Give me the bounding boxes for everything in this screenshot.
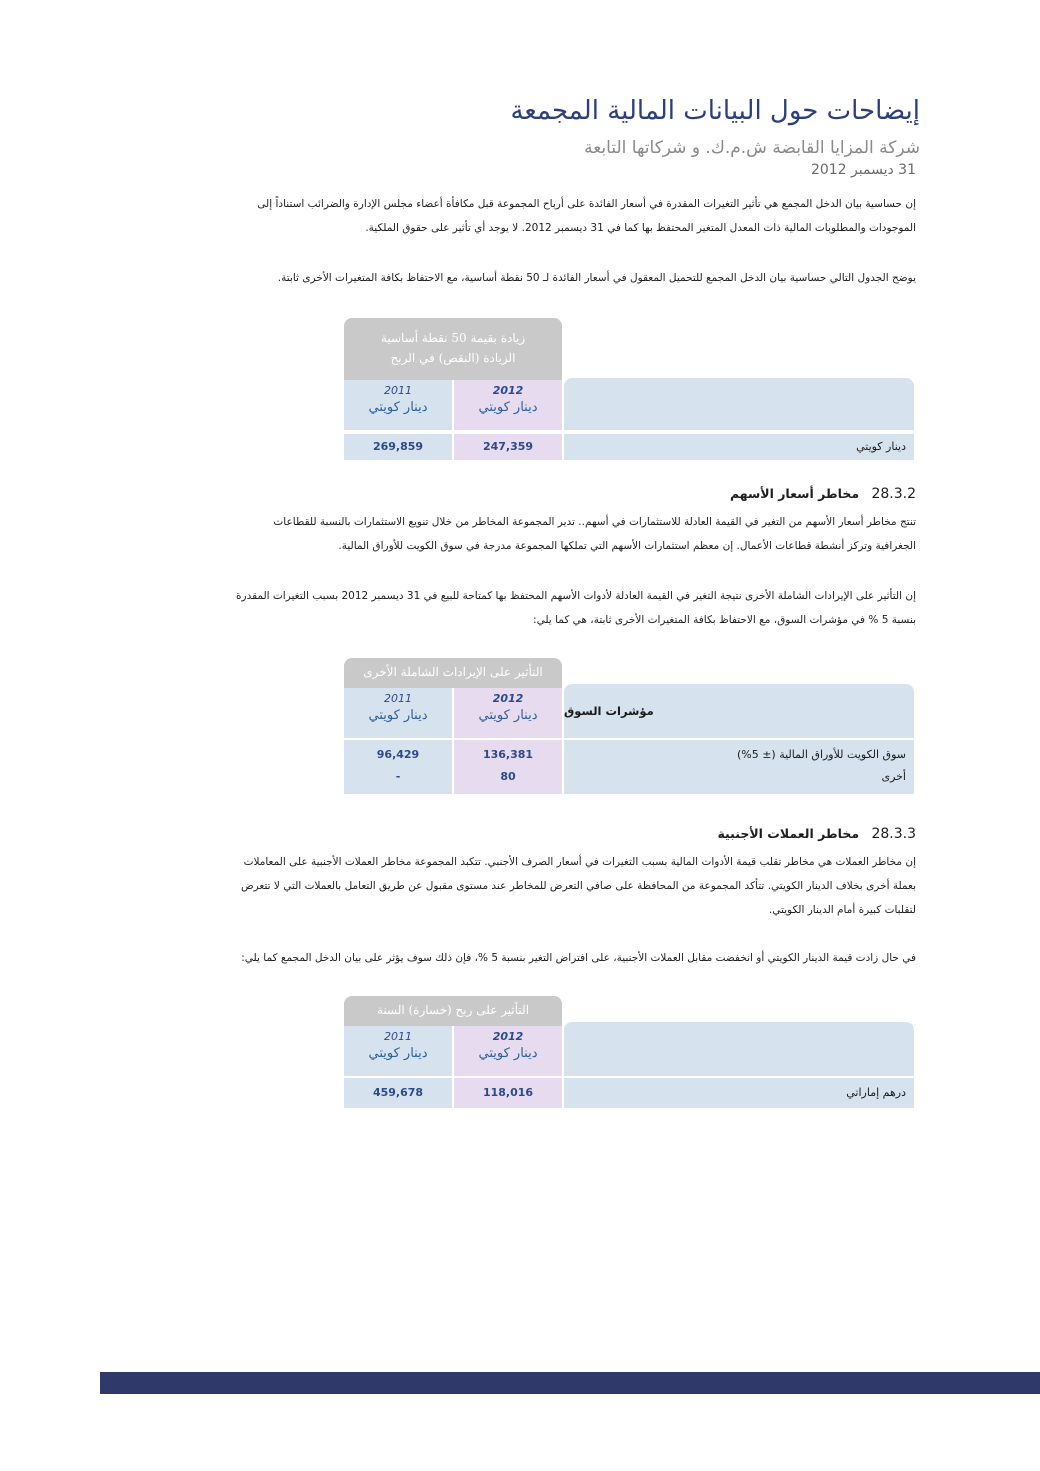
- section-heading-fx: [500, 826, 916, 842]
- currency-2011: دينار كويتي: [368, 1046, 428, 1061]
- row-labels: [564, 740, 914, 794]
- market-index-table: [344, 658, 914, 794]
- value-2012: 118,016: [454, 1078, 562, 1108]
- values-2012: [454, 740, 562, 794]
- year-2011: 2011: [384, 692, 412, 705]
- report-date: 31 ديسمبر 2012: [810, 162, 916, 178]
- table-header-group: [344, 318, 562, 380]
- table-header-group: التأثير على ربح (خسارة) السنة: [344, 996, 562, 1026]
- currency-2011: دينار كويتي: [368, 400, 428, 415]
- column-2012-header: [454, 1026, 562, 1076]
- fx-p1-line-1: إن مخاطر العملات هي مخاطر تقلب قيمة الأدوات المالية بسبب التغيرات في أسعار الصرف الأجنبي. تتكبد المجموعة مخاطر العملات الأجنبية على المعاملات: [243, 856, 916, 868]
- value-2012-row-2: 80: [500, 770, 516, 783]
- equity-p1-line-2: الجغرافية وتركز أنشطة قطاعات الأعمال. إن معظم استثمارات الأسهم التي تملكها المجموعة مدرجة في سوق الكويت للأوراق المالية.: [338, 540, 916, 552]
- page-title: إيضاحات حول البيانات المالية المجمعة: [510, 96, 920, 126]
- row-label: درهم إماراتي: [564, 1078, 914, 1108]
- interest-sensitivity-table: [344, 318, 914, 460]
- table-header-line-1: زيادة بقيمة 50 نقطة أساسية: [380, 331, 526, 345]
- intro-line-1: إن حساسية بيان الدخل المجمع هي تأثير التغيرات المقدرة في أسعار الفائدة على أرباح المجموعة قبل مكافأة أعضاء مجلس الإدارة والضرائب استناداً إلى: [257, 198, 916, 210]
- equity-p1-line-1: تنتج مخاطر أسعار الأسهم من التغير في القيمة العادلة للاستثمارات في أسهم.. تدير المجموعة المخاطر من خلال تنويع الاستثمارات بالنسبة للقطاعات: [273, 516, 916, 528]
- column-2011-header: [344, 380, 452, 430]
- values-2011: [344, 740, 452, 794]
- equity-paragraph-2: [130, 584, 916, 632]
- label-column-header: مؤشرات السوق: [564, 684, 914, 738]
- fx-p2-line-1: في حال زادت قيمة الدينار الكويتي أو انخفضت مقابل العملات الأجنبية، على افتراض التغير بنسبة 5 %، فإن ذلك سوف يؤثر على بيان الدخل المجمع كما يلي:: [241, 952, 916, 964]
- row-label: دينار كويتي: [564, 434, 914, 460]
- section-number: 28.3.2: [871, 486, 916, 502]
- column-2011-header: [344, 688, 452, 738]
- column-2012-header: [454, 380, 562, 430]
- currency-2012: دينار كويتي: [478, 400, 538, 415]
- value-2012-row-1: 136,381: [482, 748, 534, 761]
- row-label-2: أخرى: [881, 770, 906, 783]
- fx-p1-line-3: لتقلبات كبيرة أمام الدينار الكويتي.: [768, 904, 916, 916]
- year-2012: 2012: [492, 1030, 524, 1043]
- currency-2012: دينار كويتي: [478, 1046, 538, 1061]
- year-2011: 2011: [384, 384, 412, 397]
- label-column-header: [564, 378, 914, 430]
- intro-line-2: الموجودات والمطلوبات المالية ذات المعدل المتغير المحتفظ بها كما في 31 ديسمبر 2012. لا يوجد أي تأثير على حقوق الملكية.: [365, 222, 916, 234]
- fx-p1-line-2: بعملة أخرى بخلاف الدينار الكويتي. تتأكد المجموعة من المحافظة على صافي التعرض للمخاطر عند مستوى مقبول عن طريق التعامل بالعملات التي لا تتعرض: [240, 880, 916, 892]
- column-2011-header: [344, 1026, 452, 1076]
- intro-line-3: يوضح الجدول التالي حساسية بيان الدخل المجمع للتحميل المعقول في أسعار الفائدة لـ 50 نقطة أساسية، مع الاحتفاظ بكافة المتغيرات الأخرى ثابتة.: [277, 272, 916, 284]
- value-2011: 459,678: [344, 1078, 452, 1108]
- equity-paragraph-1: [130, 510, 916, 558]
- section-heading-equity: [500, 486, 916, 502]
- column-2012-header: [454, 688, 562, 738]
- equity-p2-line-2: بنسبة 5 % في مؤشرات السوق، مع الاحتفاظ بكافة المتغيرات الأخرى ثابتة، هي كما يلي:: [533, 614, 916, 626]
- currency-2012: دينار كويتي: [478, 708, 538, 723]
- value-2011-row-2: -: [395, 770, 401, 783]
- year-2011: 2011: [384, 1030, 412, 1043]
- value-2011: 269,859: [344, 434, 452, 460]
- fx-sensitivity-table: [344, 996, 914, 1108]
- year-2012: 2012: [492, 384, 524, 397]
- label-column-header: [564, 1022, 914, 1076]
- table-header-line-2: الزيادة (النقص) في الربح: [390, 351, 516, 365]
- table-header-group: التأثير على الإيرادات الشاملة الأخرى: [344, 658, 562, 688]
- intro-paragraph: [130, 192, 916, 240]
- footer-bar: [100, 1372, 1040, 1394]
- equity-p2-line-1: إن التأثير على الإيرادات الشاملة الأخرى نتيجة التغير في القيمة العادلة لأدوات الأسهم المحتفظ بها كمتاحة للبيع في 31 ديسمبر 2012 بسبب التغيرات المقدرة: [236, 590, 916, 602]
- value-2011-row-1: 96,429: [376, 748, 420, 761]
- section-title: مخاطر العملات الأجنبية: [717, 826, 860, 841]
- section-title: مخاطر أسعار الأسهم: [729, 486, 860, 501]
- fx-paragraph-1: [130, 850, 916, 922]
- section-number: 28.3.3: [871, 826, 916, 842]
- value-2012: 247,359: [454, 434, 562, 460]
- currency-2011: دينار كويتي: [368, 708, 428, 723]
- company-name: شركة المزايا القابضة ش.م.ك. و شركاتها التابعة: [584, 138, 920, 158]
- row-label-1: سوق الكويت للأوراق المالية (± 5%): [736, 748, 906, 761]
- year-2012: 2012: [492, 692, 524, 705]
